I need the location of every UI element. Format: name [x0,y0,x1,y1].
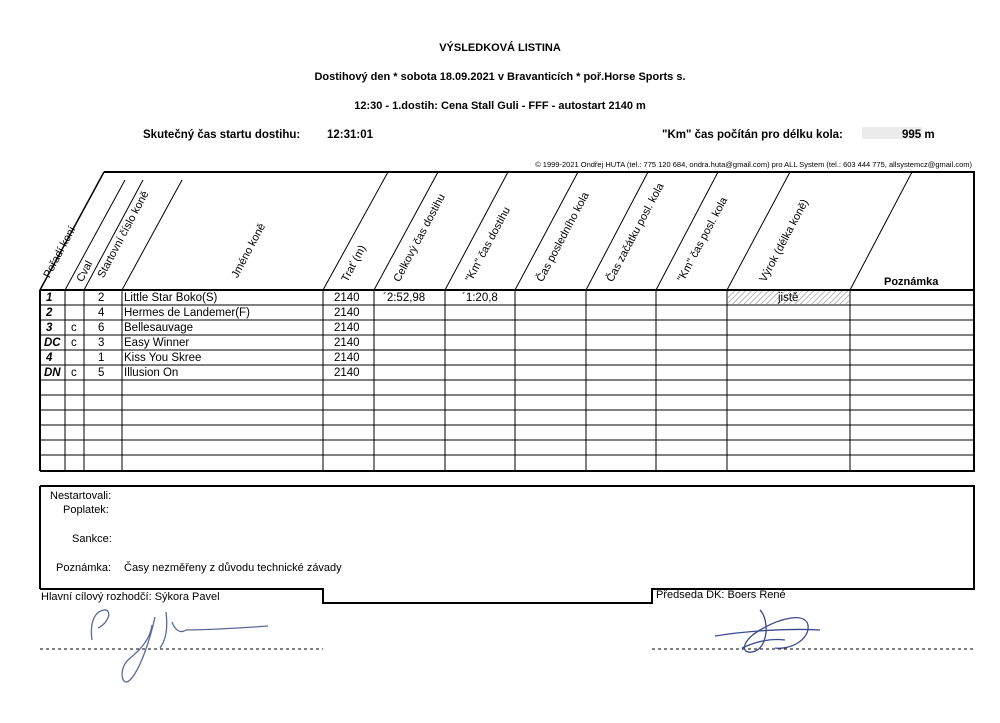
header-vyrok: Výrok (délka koně) [757,197,812,284]
poplatek-label: Poplatek: [63,504,109,516]
sankce-label: Sankce: [72,533,112,545]
start-time-value: 12:31:01 [327,129,374,141]
row-order: 4 [46,352,53,364]
row-name: Easy Winner [124,337,190,349]
header-zacatek-kola: Čas začátku posl. kola [604,181,667,284]
row-name: Little Star Boko(S) [124,292,218,304]
header-posledni-kolo: Čas posledního kola [534,190,592,284]
header-cval: Cval [74,258,96,284]
row-cval: c [71,337,77,349]
km-length-value: 995 m [902,129,935,141]
row-trat: 2140 [334,337,360,349]
race-line: 12:30 - 1.dostih: Cena Stall Guli - FFF - autostart 2140 m [354,100,646,112]
header-poradi: Pořadí koní [41,224,79,280]
row-cval: c [71,367,77,379]
row-name: Illusion On [124,367,179,379]
row-number: 2 [98,292,105,304]
row-trat: 2140 [334,367,360,379]
row-vyrok: jistě [778,292,799,304]
row-name: Bellesauvage [124,322,194,334]
row-number: 6 [98,322,105,334]
row-order: 2 [46,307,53,319]
chair-signature [715,610,820,652]
row-order: 1 [46,292,53,304]
row-cval: c [71,322,77,334]
committee-chair: Předseda DK: Boers René [656,589,786,601]
km-length-label: "Km" čas počítán pro délku kola: [662,129,843,141]
row-trat: 2140 [334,322,360,334]
row-order: DC [44,337,61,349]
row-name: Kiss You Skree [124,352,202,364]
judge-signature [91,610,268,682]
header-km-cas: "Km" čas dostihu [463,205,513,284]
copyright-line: © 1999-2021 Ondřej HUTA (tel.: 775 120 684, ondra.huta@gmail.com) pro ALL System (tel.: 603 444 775, allsystemcz@gmail.com) [535,160,972,169]
row-order: 3 [46,322,53,334]
header-celkovy: Celkový čas dostihu [391,191,448,284]
header-km-posl: "Km" čas posl. kola [675,195,731,284]
row-km: ´1:20,8 [462,292,498,304]
header-poznamka: Poznámka [884,276,939,288]
row-number: 5 [98,367,105,379]
document-title: VÝSLEDKOVÁ LISTINA [439,42,561,54]
row-number: 4 [98,307,105,319]
row-trat: 2140 [334,352,360,364]
event-line: Dostihový den * sobota 18.09.2021 v Bravanticích * poř.Horse Sports s. [314,71,686,83]
row-trat: 2140 [334,292,360,304]
row-name: Hermes de Landemer(F) [124,307,250,319]
start-time-label: Skutečný čas startu dostihu: [143,129,301,141]
row-number: 3 [98,337,105,349]
header-jmeno: Jméno koně [229,221,269,280]
row-number: 1 [98,352,105,364]
header-startovni: Startovní číslo koně [95,189,152,280]
row-order: DN [44,367,61,379]
nestartovali-label: Nestartovali: [50,490,112,502]
poznamka-label: Poznámka: [56,562,112,574]
row-trat: 2140 [334,307,360,319]
poznamka-value: Časy nezměřeny z důvodu technické závady [124,562,342,574]
chief-judge: Hlavní cílový rozhodčí: Sýkora Pavel [41,591,220,603]
header-trat: Trať (m) [339,243,369,284]
row-celkovy: ´2:52,98 [383,292,426,304]
